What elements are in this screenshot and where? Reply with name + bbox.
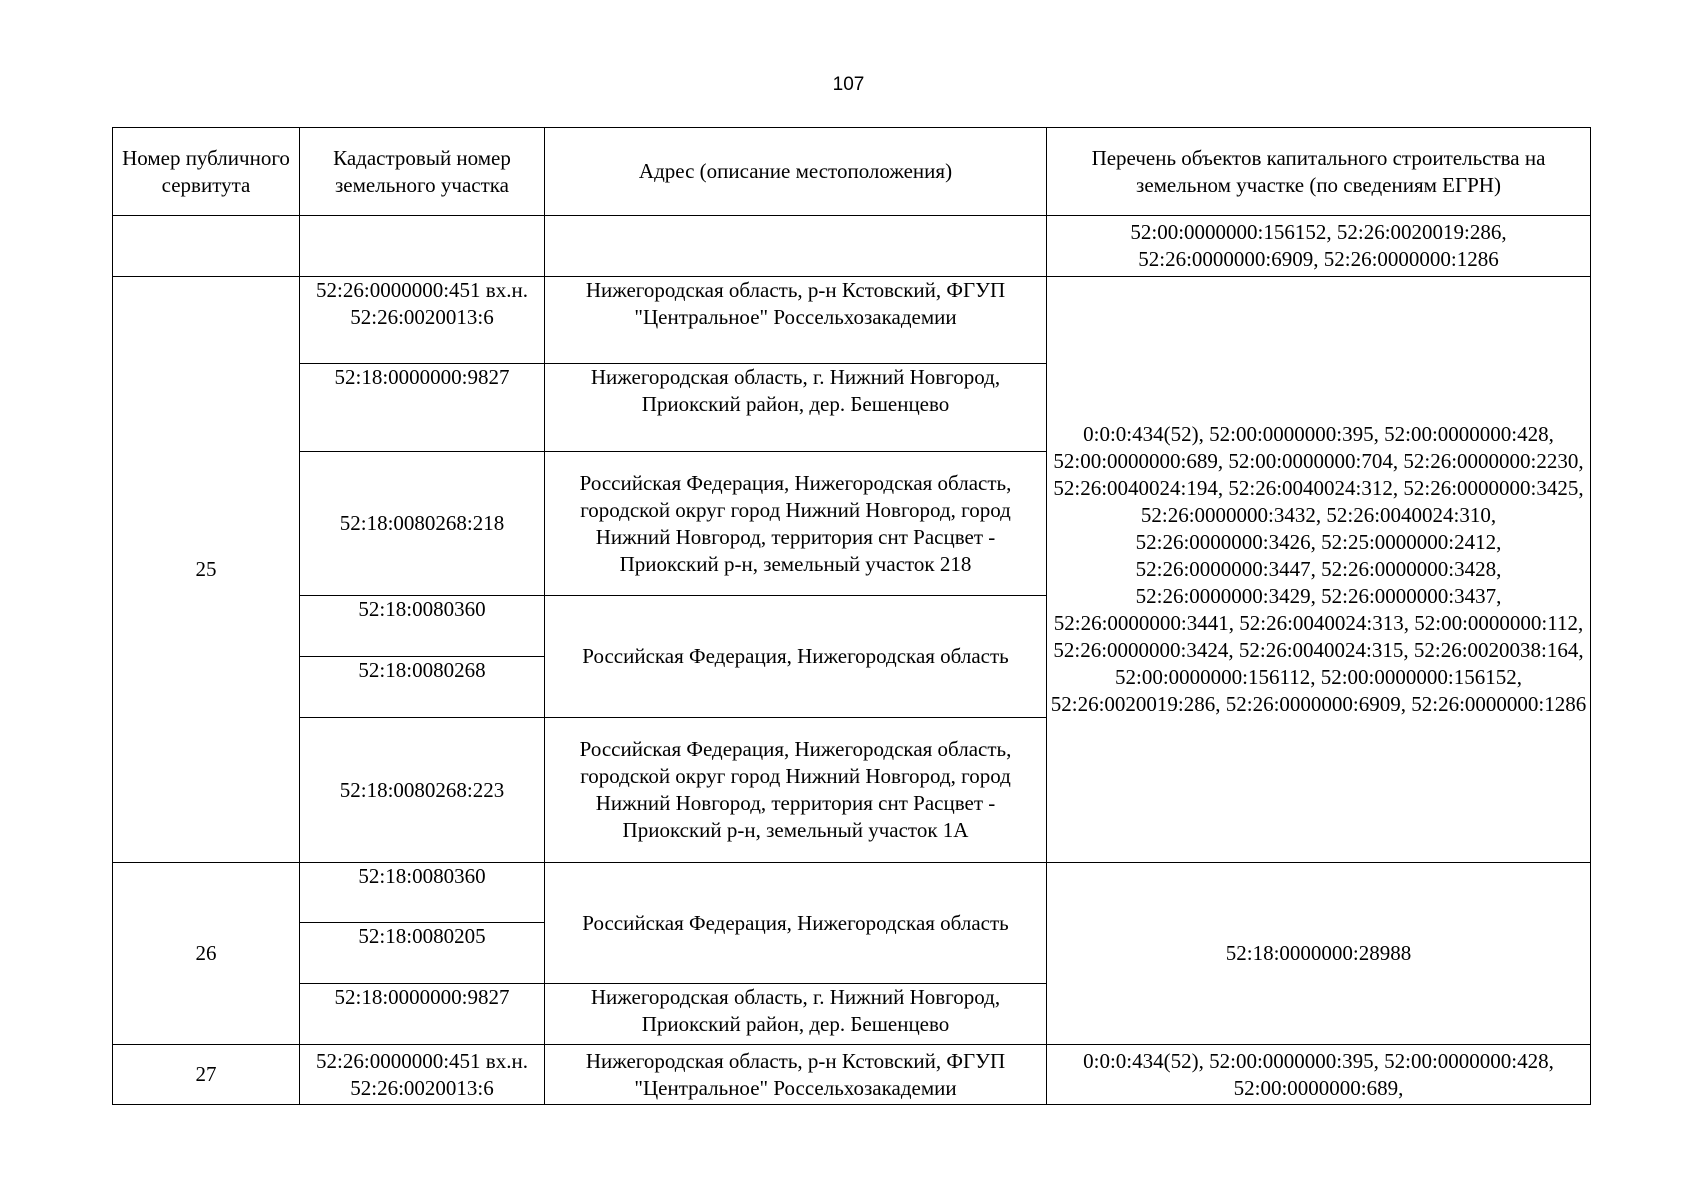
header-address: Адрес (описание местоположения) [545,128,1047,216]
cadastral-cell: 52:26:0000000:451 вх.н. 52:26:0020013:6 [300,1045,545,1105]
header-cadastral-number: Кадастровый номер земельного участка [300,128,545,216]
cadastral-cell: 52:18:0000000:9827 [300,984,545,1045]
address-cell: Нижегородская область, р-н Кстовский, ФГУП "Центральное" Россельхозакадемии [545,277,1047,364]
cadastral-cell: 52:26:0000000:451 вх.н. 52:26:0020013:6 [300,277,545,364]
cadastral-cell: 52:18:0080205 [300,923,545,984]
empty-cell [545,216,1047,277]
table-row [113,277,1591,364]
address-cell: Российская Федерация, Нижегородская область [545,596,1047,718]
cadastral-cell: 52:18:0080268:218 [300,452,545,596]
header-objects: Перечень объектов капитального строительства на земельном участке (по сведениям ЕГРН) [1047,128,1591,216]
cadastral-cell: 52:18:0000000:9827 [300,364,545,452]
page-number: 107 [832,74,865,95]
empty-cell [300,216,545,277]
continuation-row [113,216,1591,277]
header-row [113,128,1591,216]
objects-cell: 0:0:0:434(52), 52:00:0000000:395, 52:00:0000000:428, 52:00:0000000:689, 52:00:0000000:704, 52:26:0000000:2230, 52:26:0040024:194, 52:26:0040024:312, 52:26:0000000:3425, 52:26:0000000:3432, 52:26:0040024:310, 52:26:0000000:3426, 52:25:0000000:2412, 52:26:0000000:3447, 52:26:0000000:3428, 52:26:0000000:3429, 52:26:0000000:3437, 52:26:0000000:3441, 52:26:0040024:313, 52:00:0000000:112, 52:26:0000000:3424, 52:26:0040024:315, 52:26:0020038:164, 52:00:0000000:156112, 52:00:0000000:156152, 52:26:0020019:286, 52:26:0000000:6909, 52:26:0000000:1286 [1047,277,1591,863]
servitude-number-cell: 25 [113,277,300,863]
address-cell: Российская Федерация, Нижегородская область [545,863,1047,984]
cadastral-cell: 52:18:0080360 [300,596,545,657]
table-row [113,1045,1591,1105]
objects-cell: 52:00:0000000:156152, 52:26:0020019:286, 52:26:0000000:6909, 52:26:0000000:1286 [1047,216,1591,277]
address-cell: Нижегородская область, р-н Кстовский, ФГУП "Центральное" Россельхозакадемии [545,1045,1047,1105]
address-cell: Нижегородская область, г. Нижний Новгород, Приокский район, дер. Бешенцево [545,984,1047,1045]
cadastral-cell: 52:18:0080268 [300,657,545,718]
servitude-table [112,127,1591,1105]
table-row [113,863,1591,923]
objects-cell: 52:18:0000000:28988 [1047,863,1591,1045]
address-cell: Российская Федерация, Нижегородская область, городской округ город Нижний Новгород, город Нижний Новгород, территория снт Расцвет - Приокский р-н, земельный участок 218 [545,452,1047,596]
objects-cell: 0:0:0:434(52), 52:00:0000000:395, 52:00:0000000:428, 52:00:0000000:689, [1047,1045,1591,1105]
servitude-number-cell: 27 [113,1045,300,1105]
servitude-number-cell: 26 [113,863,300,1045]
cadastral-cell: 52:18:0080268:223 [300,718,545,863]
empty-cell [113,216,300,277]
address-cell: Российская Федерация, Нижегородская область, городской округ город Нижний Новгород, город Нижний Новгород, территория снт Расцвет - Приокский р-н, земельный участок 1А [545,718,1047,863]
address-cell: Нижегородская область, г. Нижний Новгород, Приокский район, дер. Бешенцево [545,364,1047,452]
header-servitude-number: Номер публичного сервитута [113,128,300,216]
cadastral-cell: 52:18:0080360 [300,863,545,923]
